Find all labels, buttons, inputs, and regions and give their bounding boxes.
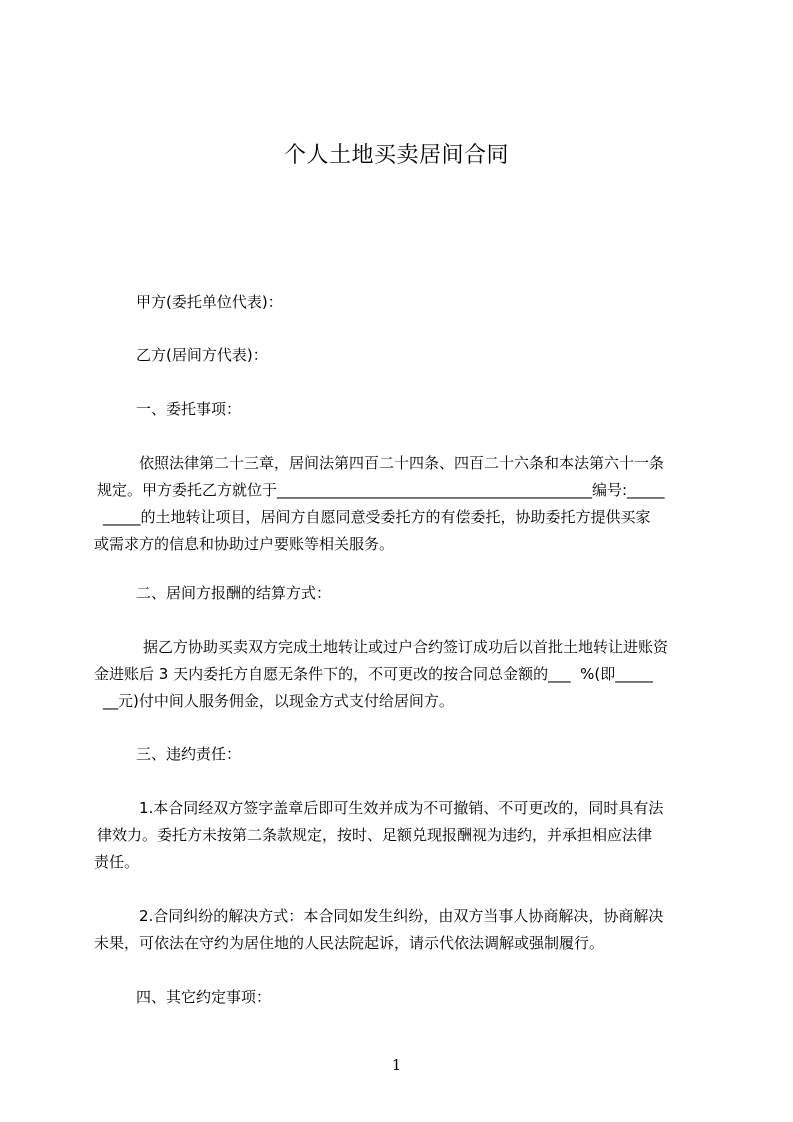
section2-line: 金进账后 3 天内委托方自愿无条件下的，不可更改的按合同总金额的___ %(即_____ <box>94 665 653 683</box>
section3-clause1-line: 律效力。委托方未按第二条款规定，按时、足额兑现报酬视为违约，并承担相应法律 <box>97 826 653 844</box>
section1-line: 依照法律第二十三章，居间法第四百二十四条、四百二十六条和本法第六十一条 <box>139 454 665 472</box>
section4-heading: 四、其它约定事项： <box>136 988 272 1006</box>
section3-clause2-line: 2.合同纠纷的解决方式：本合同如发生纠纷，由双方当事人协商解决，协商解决 <box>139 907 664 925</box>
page-number: 1 <box>391 1056 402 1074</box>
section3-clause1-line: 1.本合同经双方签字盖章后即可生效并成为不可撤销、不可更改的，同时具有法 <box>139 799 664 817</box>
party-b-label: 乙方(居间方代表)： <box>136 346 268 364</box>
document-title: 个人土地买卖居间合同 <box>283 143 509 168</box>
section1-line: 规定。甲方委托乙方就位于__________________________________________编号:_____ <box>97 481 665 499</box>
section1-line: 或需求方的信息和协助过户要账等相关服务。 <box>94 535 395 553</box>
section2-line: __元)付中间人服务佣金，以现金方式支付给居间方。 <box>103 692 454 710</box>
section1-line: _____的土地转让项目，居间方自愿同意受委托方的有偿委托，协助委托方提供买家 <box>103 508 651 526</box>
section3-clause2-line: 未果，可依法在守约为居住地的人民法院起诉，请示代依法调解或强制履行。 <box>94 934 605 952</box>
party-a-label: 甲方(委托单位代表)： <box>136 293 283 311</box>
section2-line: 据乙方协助买卖双方完成土地转让或过户合约签订成功后以首批土地转让进账资 <box>143 638 669 656</box>
section3-clause1-line: 责任。 <box>94 853 140 871</box>
section3-heading: 三、违约责任： <box>136 745 242 763</box>
section1-heading: 一、委托事项： <box>136 400 242 418</box>
section2-heading: 二、居间方报酬的结算方式： <box>136 584 332 602</box>
